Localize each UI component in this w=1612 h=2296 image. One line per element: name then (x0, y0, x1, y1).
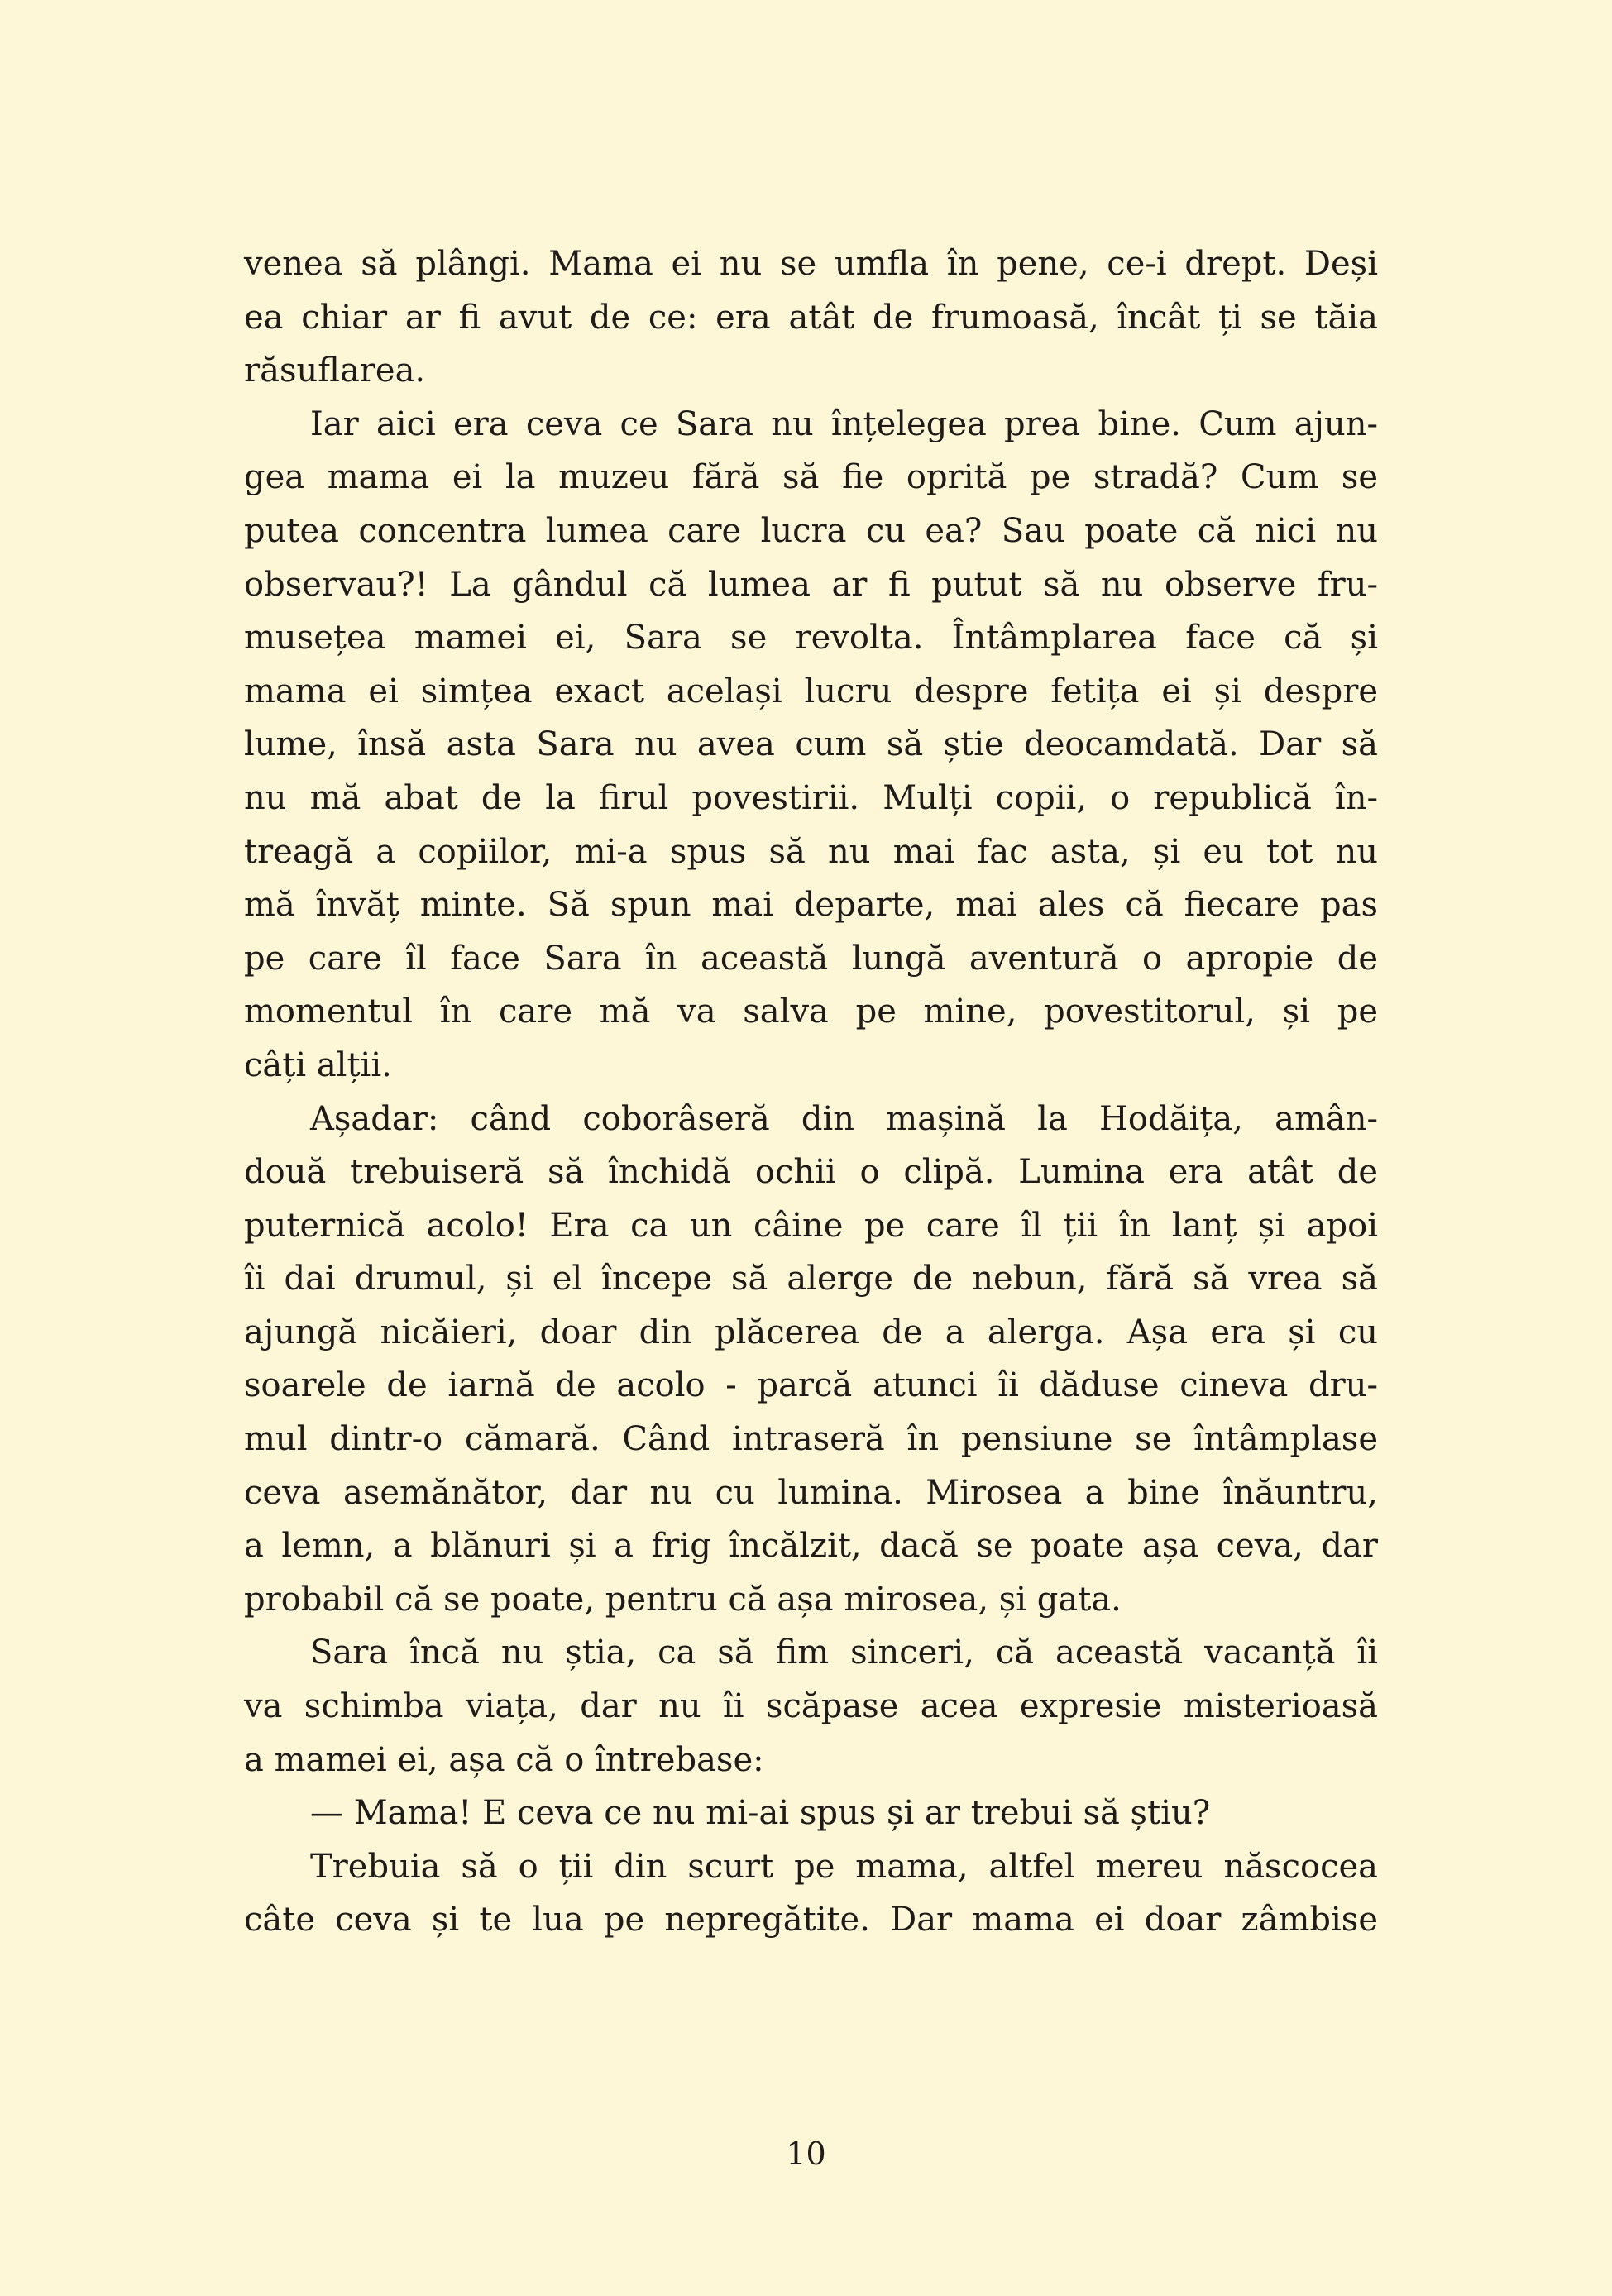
text-line: câți alții. (244, 1045, 392, 1084)
text-line: a mamei ei, așa că o întrebase: (244, 1740, 764, 1779)
text-line: câte ceva și te lua pe nepregătite. Dar mama ei doar zâmbise (244, 1901, 1378, 1940)
text-line: nu mă abat de la firul povestirii. Mulți copii, o republică în- (244, 778, 1378, 817)
text-line: treagă a copiilor, mi-a spus să nu mai fac asta, și eu tot nu (244, 832, 1378, 871)
text-line: observau?! La gândul că lumea ar fi putut să nu observe fru- (244, 565, 1378, 604)
text-line: mama ei simțea exact același lucru despre fetița ei și despre (244, 672, 1378, 710)
text-line: venea să plângi. Mama ei nu se umfla în pene, ce-i drept. Deși (244, 245, 1378, 283)
text-line: ajungă nicăieri, doar din plăcerea de a alerga. Așa era și cu (244, 1313, 1378, 1351)
text-line: ceva asemănător, dar nu cu lumina. Mirosea a bine înăuntru, (244, 1473, 1378, 1512)
paragraph-start-line: Așadar: când coborâseră din mașină la Hodăița, amân- (310, 1099, 1378, 1138)
paragraph-start-line: Trebuia să o ții din scurt pe mama, altfel mereu născocea (310, 1847, 1378, 1886)
text-line: a lemn, a blănuri și a frig încălzit, dacă se poate așa ceva, dar (244, 1527, 1378, 1566)
text-line: lume, însă asta Sara nu avea cum să știe deocamdată. Dar să (244, 725, 1378, 764)
body-text (244, 237, 1378, 1947)
page-number: 10 (786, 2136, 826, 2172)
dialogue-line: — Mama! E ceva ce nu mi-ai spus și ar trebui să știu? (310, 1794, 1211, 1833)
text-line: pe care îl face Sara în această lungă aventură o apropie de (244, 939, 1378, 978)
text-line: mul dintr-o cămară. Când intraseră în pensiune se întâmplase (244, 1420, 1378, 1459)
text-line: putea concentra lumea care lucra cu ea? Sau poate că nici nu (244, 511, 1378, 550)
text-line: două trebuiseră să închidă ochii o clipă. Lumina era atât de (244, 1153, 1378, 1192)
paragraph-start-line: Sara încă nu știa, ca să fim sinceri, că această vacanță îi (310, 1634, 1378, 1672)
text-line: probabil că se poate, pentru că așa mirosea, și gata. (244, 1580, 1122, 1619)
text-line: răsuflarea. (244, 352, 426, 390)
text-line: mă învăț minte. Să spun mai departe, mai ales că fiecare pas (244, 886, 1378, 925)
text-line: musețea mamei ei, Sara se revolta. Întâmplarea face că și (244, 619, 1378, 658)
text-line: momentul în care mă va salva pe mine, povestitorul, și pe (244, 993, 1378, 1031)
text-line: soarele de iarnă de acolo - parcă atunci îi dăduse cineva dru- (244, 1366, 1378, 1405)
text-line: ea chiar ar fi avut de ce: era atât de frumoasă, încât ți se tăia (244, 298, 1378, 337)
text-line: îi dai drumul, și el începe să alerge de nebun, fără să vrea să (244, 1260, 1378, 1299)
text-line: puternică acolo! Era ca un câine pe care îl ții în lanț și apoi (244, 1206, 1378, 1245)
text-line: gea mama ei la muzeu fără să fie oprită pe stradă? Cum se (244, 458, 1378, 497)
paragraph-start-line: Iar aici era ceva ce Sara nu înțelegea prea bine. Cum ajun- (310, 404, 1378, 443)
text-line: va schimba viața, dar nu îi scăpase acea expresie misterioasă (244, 1687, 1378, 1726)
